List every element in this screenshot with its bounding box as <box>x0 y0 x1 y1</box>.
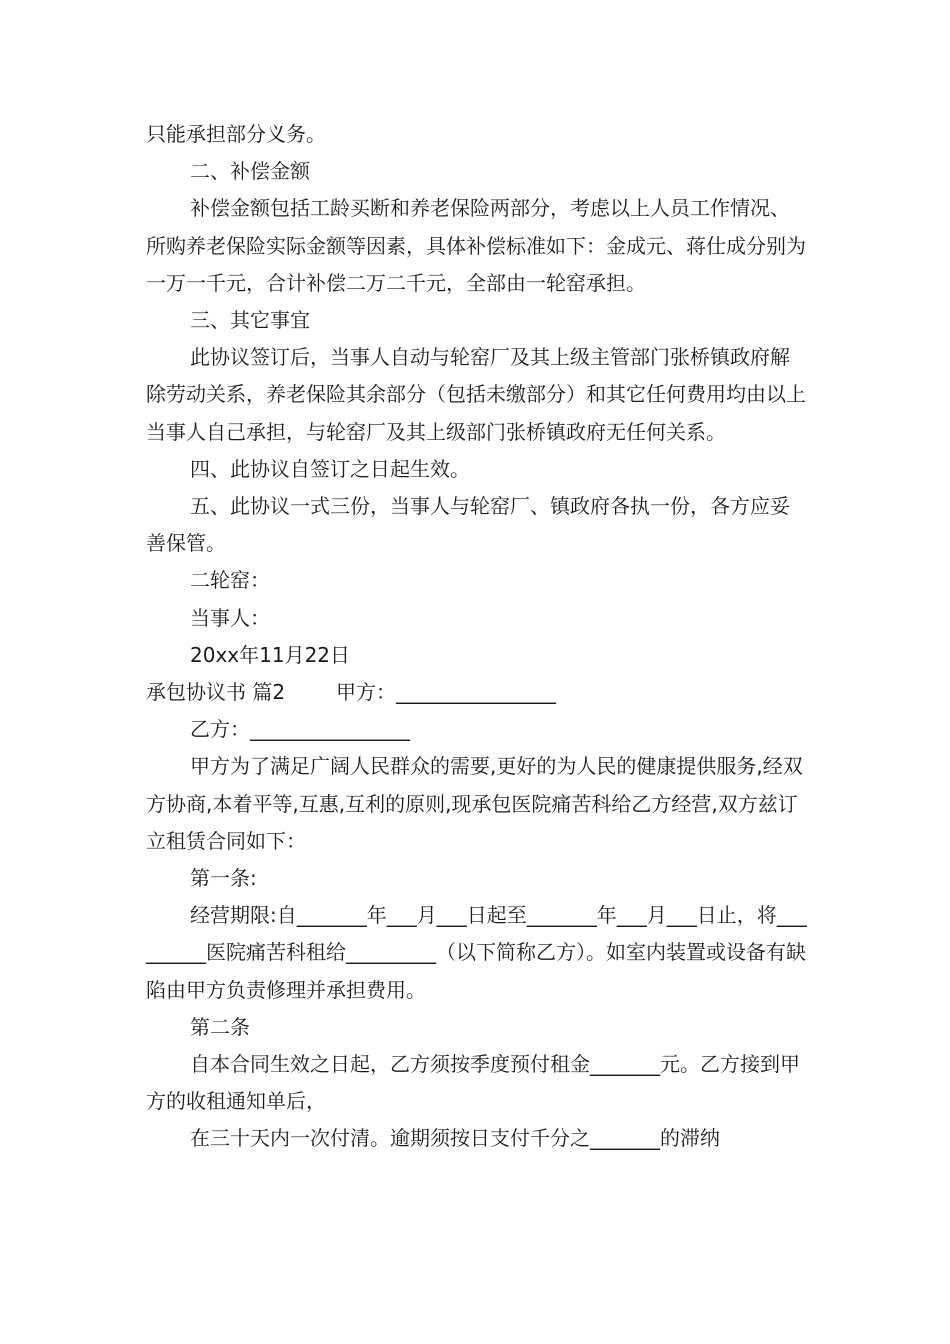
signature-kiln: 二轮窑： <box>190 568 270 593</box>
signature-date: 20xx年11月22日 <box>190 642 351 667</box>
paragraph-other-matters: 此协议签订后，当事人自动与轮窑厂及其上级主管部门张桥镇政府解除劳动关系，养老保险其余部分（包括未缴部分）和其它任何费用均由以上当事人自己承担，与轮窑厂及其上级部门张桥镇政府无任何关系。 <box>146 345 806 444</box>
paragraph-compensation: 补偿金额包括工龄买断和养老保险两部分，考虑以上人员工作情况、所购养老保险实际金额等因素，具体补偿标准如下：金成元、蒋仕成分别为一万一千元，合计补偿二万二千元，全部由一轮窑承担。 <box>146 196 806 295</box>
section-heading-compensation: 二、补偿金额 <box>190 159 310 184</box>
article-2-body: 自本合同生效之日起，乙方须按季度预付租金_______元。乙方接到甲方的收租通知单后， <box>146 1052 800 1114</box>
article-2-body-continued: 在三十天内一次付清。逾期须按日支付千分之_______的滞纳 <box>190 1126 720 1151</box>
contract-title-party-a: 承包协议书 篇2 甲方：________________ <box>146 680 556 705</box>
document-page <box>146 116 808 1158</box>
article-2-heading: 第二条 <box>190 1014 250 1039</box>
party-b-line: 乙方：________________ <box>190 717 410 742</box>
clause-effective: 四、此协议自签订之日起生效。 <box>190 456 470 481</box>
article-1-heading: 第一条: <box>190 866 257 891</box>
signature-party: 当事人： <box>190 605 270 630</box>
section-heading-other-matters: 三、其它事宜 <box>190 308 310 333</box>
contract-preamble: 甲方为了满足广阔人民群众的需要,更好的为人民的健康提供服务,经双方协商,本着平等,互惠,互利的原则,现承包医院痛苦科给乙方经营,双方兹订立租赁合同如下： <box>146 754 803 853</box>
paragraph-1: 只能承担部分义务。 <box>146 122 326 146</box>
clause-copies: 五、此协议一式三份，当事人与轮窑厂、镇政府各执一份，各方应妥善保管。 <box>146 494 790 556</box>
article-1-body: 经营期限:自_______年___月___日起至_______年___月___日止，将_________医院痛苦科租给_________（以下简称乙方）。如室内装置或设备有缺陷由甲方负责修理并承担费用。 <box>146 903 807 1002</box>
